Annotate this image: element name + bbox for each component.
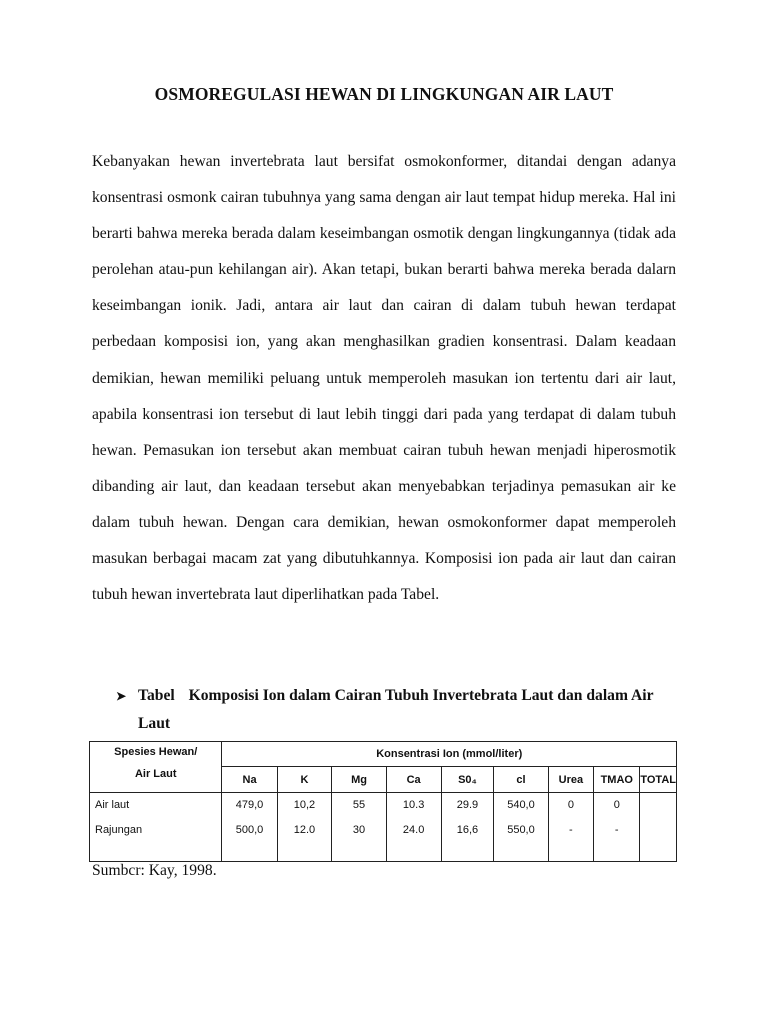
caption-label: Tabel <box>138 687 175 704</box>
column-header: Ca <box>386 767 441 793</box>
arrow-bullet-icon: ➤ <box>116 689 127 703</box>
column-header: Mg <box>332 767 386 793</box>
column-header: TMAO <box>594 767 640 793</box>
value-cell: 479,0 500,0 <box>222 793 277 862</box>
value-cell: 10.3 24.0 <box>386 793 441 862</box>
column-header: Urea <box>548 767 594 793</box>
species-cell: Air laut Rajungan <box>90 793 222 862</box>
ion-composition-table <box>89 741 677 862</box>
value-cell: 29.9 16,6 <box>441 793 494 862</box>
body-paragraph: Kebanyakan hewan invertebrata laut bersifat osmokonformer, ditandai dengan adanya konsentrasi osmonk cairan tubuhnya yang sama dengan air laut tempat hidup mereka. Hal ini berarti bahwa mereka berada dalam keseimbangan osmotik dengan lingkungannya (tidak ada perolehan atau-pun kehilangan air). Akan tetapi, bukan berarti bahwa mereka berada dalarn keseimbangan ionik. Jadi, antara air laut dan cairan di dalam tubuh hewan terdapat perbedaan komposisi ion, yang akan menghasilkan gradien konsentrasi. Dalam keadaan demikian, hewan memiliki peluang untuk memperoleh masukan ion tertentu dari air laut, apabila konsentrasi ion tersebut di laut lebih tinggi dari pada yang terdapat di dalam tubuh hewan. Pemasukan ion tersebut akan membuat cairan tubuh hewan menjadi hiperosmotik dibanding air laut, dan keadaan tersebut akan menyebabkan terjadinya pemasukan air ke dalam tubuh hewan. Dengan cara demikian, hewan osmokonformer dapat memperoleh masukan berbagai macam zat yang dibutuhkannya. Komposisi ion pada air laut dan cairan tubuh hewan invertebrata laut diperlihatkan pada Tabel. <box>92 153 676 604</box>
total-cell <box>640 793 677 862</box>
table-row <box>90 793 677 862</box>
column-header: K <box>277 767 332 793</box>
value-cell: 55 30 <box>332 793 386 862</box>
column-header: TOTAL <box>640 767 677 793</box>
column-header: S0₄ <box>441 767 494 793</box>
caption-text: Komposisi Ion dalam Cairan Tubuh Invertebrata Laut dan dalam Air Laut <box>138 687 654 732</box>
document-title: OSMOREGULASI HEWAN DI LINGKUNGAN AIR LAUT <box>154 84 614 104</box>
column-header: Na <box>222 767 277 793</box>
value-cell: 540,0 550,0 <box>494 793 548 862</box>
source-citation: Sumbcr: Kay, 1998. <box>92 862 217 879</box>
column-header: cl <box>494 767 548 793</box>
value-cell: 10,2 12.0 <box>277 793 332 862</box>
value-cell: 0 - <box>594 793 640 862</box>
table-caption <box>116 682 676 738</box>
concentration-group-header: Konsentrasi Ion (mmol/liter) <box>222 742 677 767</box>
value-cell: 0 - <box>548 793 594 862</box>
species-header: Spesies Hewan/ Air Laut <box>90 742 222 793</box>
